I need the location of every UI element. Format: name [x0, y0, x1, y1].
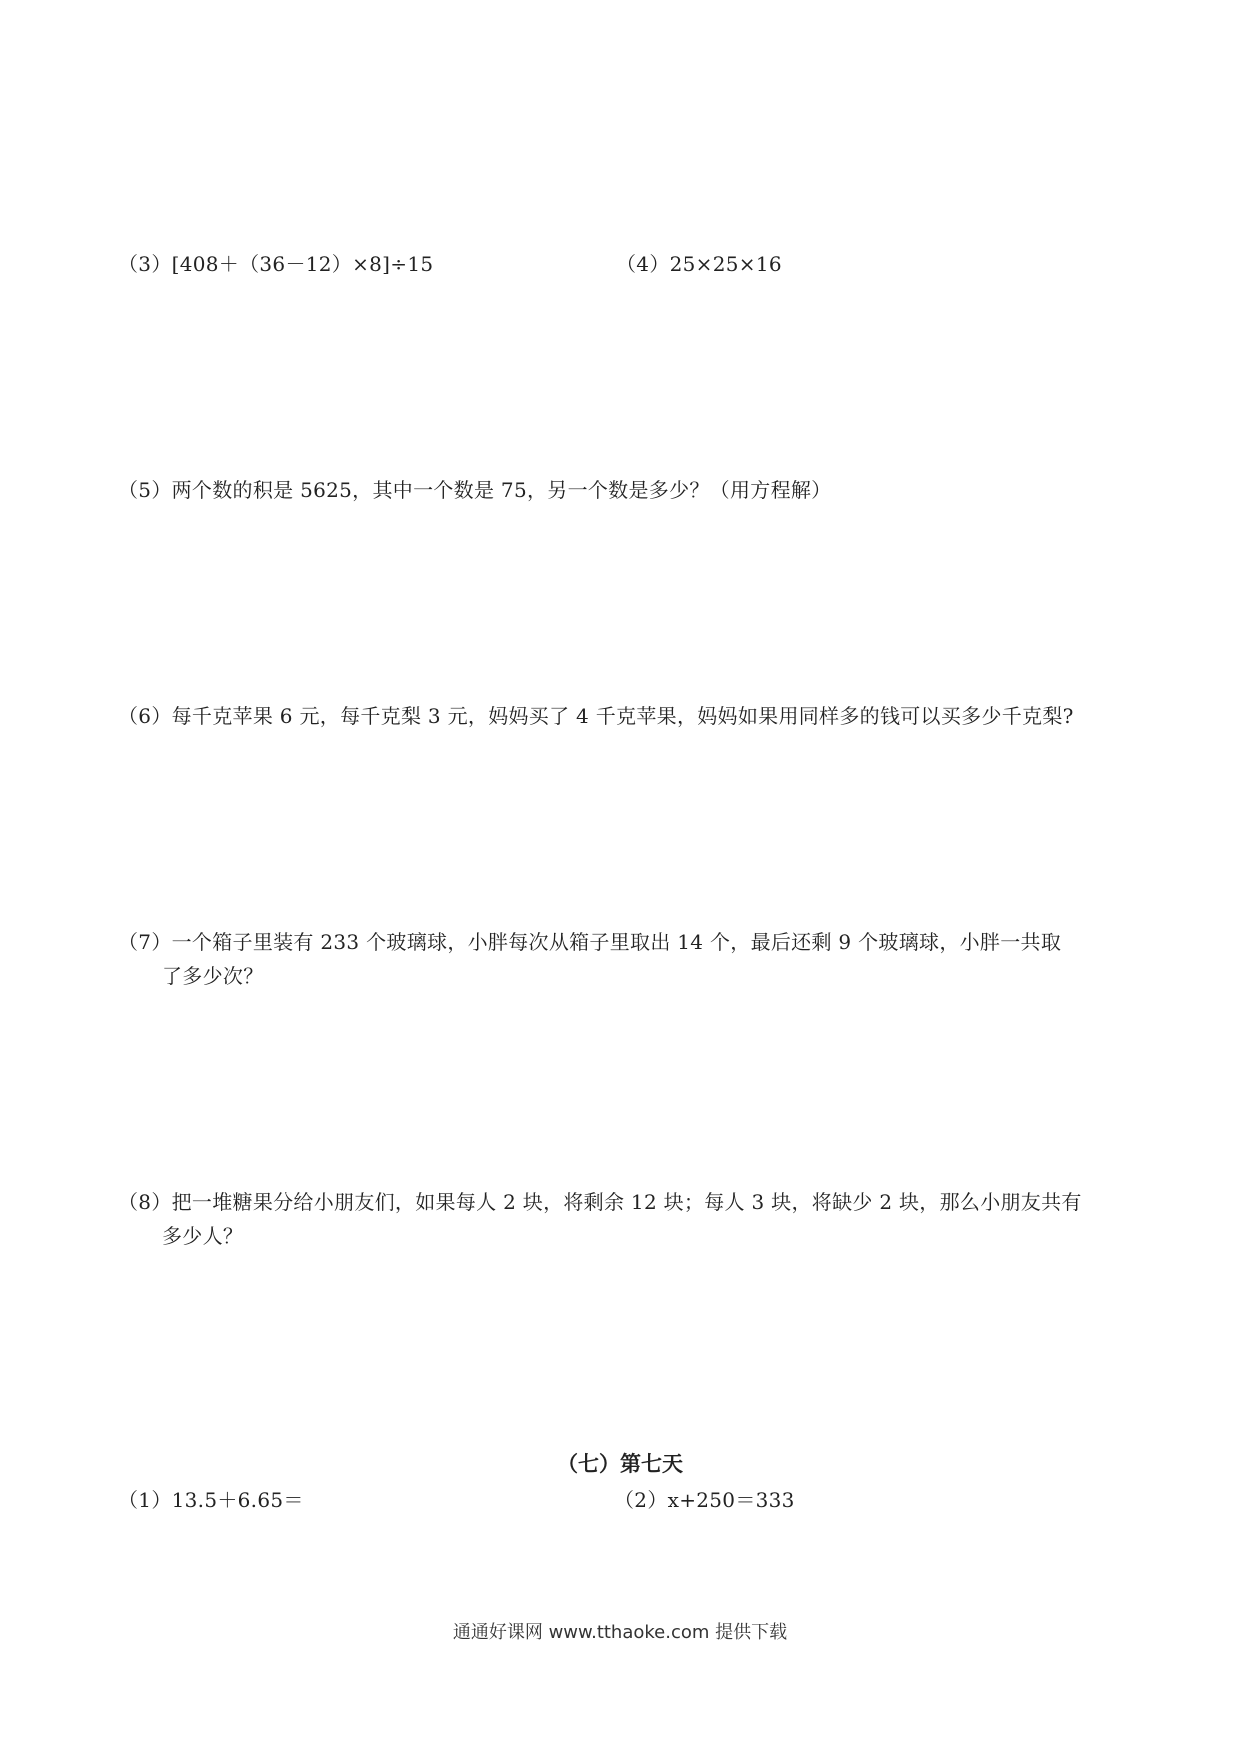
- problem-4: （4）25×25×16: [616, 252, 782, 276]
- problem-7-line-2: 了多少次？: [162, 964, 264, 988]
- problem-3: （3）[408＋（36－12）×8]÷15: [118, 252, 434, 276]
- footer-text: 通通好课网 www.tthaoke.com 提供下载: [452, 1622, 788, 1643]
- section-problem-2: （2）x+250＝333: [614, 1488, 795, 1512]
- section-title: （七）第七天: [557, 1451, 683, 1476]
- problem-5: （5）两个数的积是 5625，其中一个数是 75，另一个数是多少？（用方程解）: [118, 478, 832, 502]
- section-problem-1: （1）13.5＋6.65＝: [118, 1488, 304, 1512]
- problem-8-line-1: （8）把一堆糖果分给小朋友们，如果每人 2 块，将剩余 12 块；每人 3 块，将缺少 2 块，那么小朋友共有: [118, 1190, 1082, 1214]
- problem-7-line-1: （7）一个箱子里装有 233 个玻璃球，小胖每次从箱子里取出 14 个，最后还剩 9 个玻璃球，小胖一共取: [118, 930, 1062, 954]
- problem-8-line-2: 多少人？: [162, 1224, 244, 1248]
- problem-6: （6）每千克苹果 6 元，每千克梨 3 元，妈妈买了 4 千克苹果，妈妈如果用同样多的钱可以买多少千克梨?: [118, 704, 1074, 728]
